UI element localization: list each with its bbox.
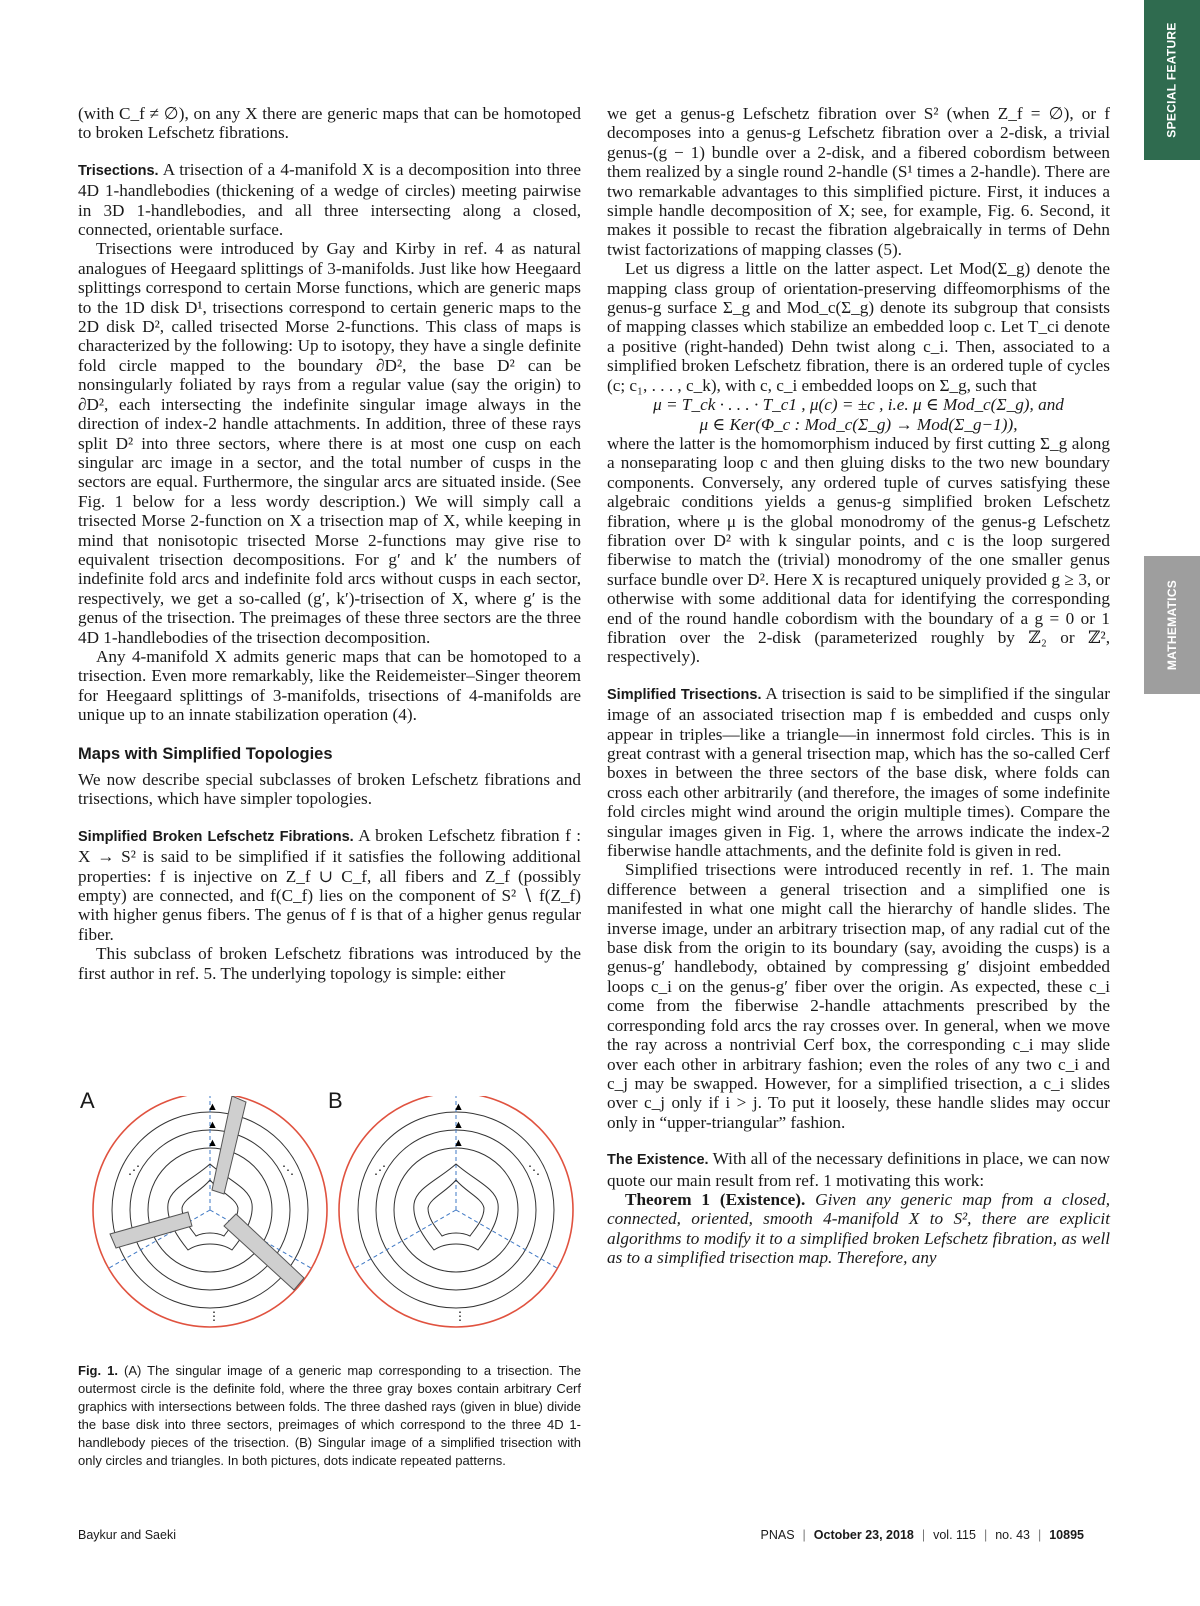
footer-volume: vol. 115 xyxy=(933,1528,976,1542)
dots: ⋱ xyxy=(528,1163,540,1177)
theorem-body: Given any generic map from a closed, connected, oriented, smooth 4-manifold X to S², there are explicit algorithms to modify it to a simplified broken Lefschetz fibration, as well as to a simplified trisection map. Therefore, any xyxy=(607,1189,1110,1268)
figure-1 xyxy=(78,1088,581,1336)
figure-graphic xyxy=(78,1096,581,1336)
figure-label-a: A xyxy=(80,1088,95,1113)
panel-a xyxy=(93,1096,327,1327)
paragraph-trisections xyxy=(78,160,581,240)
dots: ⋮ xyxy=(208,1309,220,1323)
mathematics-label: MATHEMATICS xyxy=(1165,579,1179,671)
dashed-ray xyxy=(456,1210,557,1268)
paragraph-simplified-trisections xyxy=(607,684,1110,861)
theorem xyxy=(607,1190,1110,1268)
footer-journal: PNAS xyxy=(760,1528,795,1542)
footer-page: 10895 xyxy=(1049,1528,1084,1542)
special-feature-label: SPECIAL FEATURE xyxy=(1165,22,1179,138)
run-in-heading: Simplified Broken Lefschetz Fibrations. xyxy=(78,828,354,845)
arrow-mark: ▲ xyxy=(207,1137,218,1149)
footer-authors: Baykur and Saeki xyxy=(78,1528,176,1542)
left-column xyxy=(78,104,581,983)
theorem-head: Theorem 1 (Existence). xyxy=(625,1189,806,1209)
paragraph-body: A trisection of a 4-manifold X is a decomposition into three 4D 1-handlebodies (thickening of a wedge of circles) meeting pairwise in 3D 1-handlebodies, and all three intersecting along a closed, connected, orientable surface. xyxy=(78,159,581,240)
dots: ⋰ xyxy=(128,1163,140,1177)
dashed-ray xyxy=(355,1210,456,1268)
paragraph: This subclass of broken Lefschetz fibrations was introduced by the first author in ref. 5. The underlying topology is simple: either xyxy=(78,944,581,983)
paragraph: Let us digress a little on the latter aspect. Let Mod(Σ_g) denote the mapping class group of orientation-preserving diffeomorphisms of the genus-g surface Σ_g and Mod_c(Σ_g) denote its subgroup that consists of mapping classes which stabilize an embedded loop c. Let T_ci denote a positive (right-handed) Dehn twist along c_i. Then, associated to a simplified broken Lefschetz fibration, there is an ordered tuple of cycles (c; c₁, . . . , c_k), with c, c_i embedded loops on Σ_g, such that xyxy=(607,259,1110,395)
arrow-mark: ▲ xyxy=(207,1119,218,1131)
paragraph: where the latter is the homomorphism induced by first cutting Σ_g along a nonseparating loop c and then gluing disks to the two new boundary components. Conversely, any ordered tuple of curves satisfying these algebraic conditions yields a genus-g simplified broken Lefschetz fibration, where μ is the global monodromy of the genus-g Lefschetz fibration over D² with k singular points, and c is the loop surgered fiberwise to match the (trivial) monodromy of the one smaller genus surface bundle over D². Here X is recaptured uniquely provided g ≥ 3, or otherwise with some additional data for identifying the corresponding end of the round handle cobordism with the boundary of a g = 0 or 1 fibration over the 2-disk (parameterized roughly by ℤ₂ or ℤ², respectively). xyxy=(607,433,1110,667)
run-in-heading: The Existence. xyxy=(607,1152,709,1169)
caption-prefix: Fig. 1. xyxy=(78,1363,118,1378)
figure-label-b: B xyxy=(328,1088,343,1113)
dots: ⋱ xyxy=(282,1163,294,1177)
paragraph: (with C_f ≠ ∅), on any X there are generic maps that can be homotoped to broken Lefschetz fibrations. xyxy=(78,104,581,143)
paragraph: We now describe special subclasses of broken Lefschetz fibrations and trisections, which have simpler topologies. xyxy=(78,770,581,809)
paragraph-body: A trisection is said to be simplified if the singular image of an associated trisection map f is embedded and cusps only appear in triples—like a triangle—in innermost fold circles. This is in great contrast with a general trisection map, which has the so-called Cerf boxes in between the three sectors of the base disk, where folds can cross each other arbitrarily (and therefore, the images of some indefinite fold circles might wind around the origin multiple times). Compare the singular images given in Fig. 1, where the arrows indicate the index-2 fiberwise handle attachments, and the definite fold is given in red. xyxy=(607,683,1111,861)
special-feature-tab xyxy=(1144,0,1200,160)
cerf-box xyxy=(224,1214,304,1290)
paragraph-body: With all of the necessary definitions in place, we can now quote our main result from ref. 1 motivating this work: xyxy=(607,1149,1110,1190)
arrow-mark: ▲ xyxy=(453,1137,464,1149)
figure-caption xyxy=(78,1362,581,1470)
run-in-heading: Trisections. xyxy=(78,162,159,179)
arrow-mark: ▲ xyxy=(453,1119,464,1131)
panel-b xyxy=(339,1096,573,1327)
footer-issue: no. 43 xyxy=(995,1528,1030,1542)
right-column xyxy=(607,104,1110,1268)
paragraph: we get a genus-g Lefschetz fibration over S² (when Z_f = ∅), or f decomposes into a genus-g Lefschetz fibration over a 2-disk, a trivial genus-(g − 1) bundle over a 2-disk, and a fibered cobordism between them realized by a single round 2-handle (S¹ times a 2-handle). There are two remarkable advantages to this simplified picture. First, it induces a simple handle decomposition of X; see, for example, Fig. 6. Second, it makes it possible to recast the fibration algebraically in terms of Dehn twist factorizations of mapping classes (5). xyxy=(607,104,1110,259)
caption-body: (A) The singular image of a generic map corresponding to a trisection. The outermost circle is the definite fold, where the three gray boxes contain arbitrary Cerf graphics with intersections between folds. The three dashed rays (given in blue) divide the base disk into three sectors, preimages of which correspond to the three 4D 1-handlebody pieces of the trisection. (B) Singular image of a simplified trisection with only circles and triangles. In both pictures, dots indicate repeated patterns. xyxy=(78,1363,581,1468)
paragraph: Simplified trisections were introduced recently in ref. 1. The main difference between a general trisection and a simplified one is manifested in what one might call the hierarchy of handle slides. The inverse image, under an arbitrary trisection map, of any radial cut of the base disk from the origin to its boundary (say, avoiding the cusps) is a genus-g′ handlebody, obtained by compressing g′ disjoint embedded loops c_i on the genus-g′ fiber over the origin. As expected, these c_i come from the fiberwise 2-handle attachments prescribed by the corresponding fold arcs the ray crosses over. In general, when we move the ray across a nontrivial Cerf box, the corresponding c_i may slide over each other in arbitrary fashion; even the roles of any two c_i and c_j may be swapped. However, for a simplified trisection, a c_i slides over c_j only if i > j. To put it loosely, these handle slides may occur only in “upper-triangular” fashion. xyxy=(607,860,1110,1132)
run-in-heading: Simplified Trisections. xyxy=(607,686,762,703)
dots: ⋮ xyxy=(454,1309,466,1323)
paragraph-body: A broken Lefschetz fibration f : X → S² is said to be simplified if it satisfies the following additional properties: f is injective on Z_f ∪ C_f, all fibers and Z_f (possibly empty) are connected, and f(C_f) lies on the component of S² ∖ f(Z_f) with higher genus fibers. The genus of f is that of a higher genus regular fiber. xyxy=(78,825,581,944)
paragraph: Trisections were introduced by Gay and Kirby in ref. 4 as natural analogues of Heegaard splittings of 3-manifolds. Just like how Heegaard splittings correspond to certain Morse functions, which are generic maps to the 1D disk D¹, trisections correspond to certain generic maps to the 2D disk D², called trisected Morse 2-functions. This class of maps is characterized by the following: Up to isotopy, they have a single definite fold circle mapped to the boundary ∂D², the base D² can be nonsingularly foliated by rays from a regular value (say the origin) to ∂D², each intersecting the indefinite singular image always in the direction of index-2 handle attachments. In addition, three of these rays split D² into three sectors, where there is at most one cusp on each singular arc image in a sector, and the total number of cusps in the sectors are equal. Furthermore, the singular arcs are situated inside. (See Fig. 1 below for a less wordy description.) We will simply call a trisected Morse 2-function on X a trisection map of X, while keeping in mind that nonisotopic trisected Morse 2-functions may give rise to equivalent trisection decompositions. For g′ and k′ the numbers of indefinite fold arcs and indefinite fold arcs without cusps in each sector, respectively, we get a so-called (g′, k′)-trisection of X, where g′ is the genus of the trisection. The preimages of these three sectors are the three 4D 1-handlebodies of the trisection decomposition. xyxy=(78,239,581,647)
dots: ⋰ xyxy=(374,1163,386,1177)
arrow-mark: ▲ xyxy=(453,1101,464,1113)
paragraph-sblf xyxy=(78,826,581,944)
paragraph: Any 4-manifold X admits generic maps that can be homotoped to a trisection. Even more remarkably, like the Reidemeister–Singer theorem for Heegaard splittings of 3-manifolds, trisections of 4-manifolds are unique up to an innate stabilization operation (4). xyxy=(78,646,581,725)
footer-citation: PNAS | October 23, 2018 | vol. 115 | no. 43 | 10895 xyxy=(760,1528,1084,1542)
arrow-mark: ▲ xyxy=(207,1101,218,1113)
cerf-box xyxy=(110,1212,192,1248)
equation: μ ∈ Ker(Φ_c : Mod_c(Σ_g) → Mod(Σ_g−1)), xyxy=(699,414,1018,434)
mathematics-tab xyxy=(1144,556,1200,694)
section-title: Maps with Simplified Topologies xyxy=(78,744,333,763)
footer-date: October 23, 2018 xyxy=(813,1528,914,1542)
paragraph-existence xyxy=(607,1149,1110,1190)
equation: μ = T_ck · . . . · T_c1 , μ(c) = ±c , i.e. μ ∈ Mod_c(Σ_g), and xyxy=(653,395,1064,415)
